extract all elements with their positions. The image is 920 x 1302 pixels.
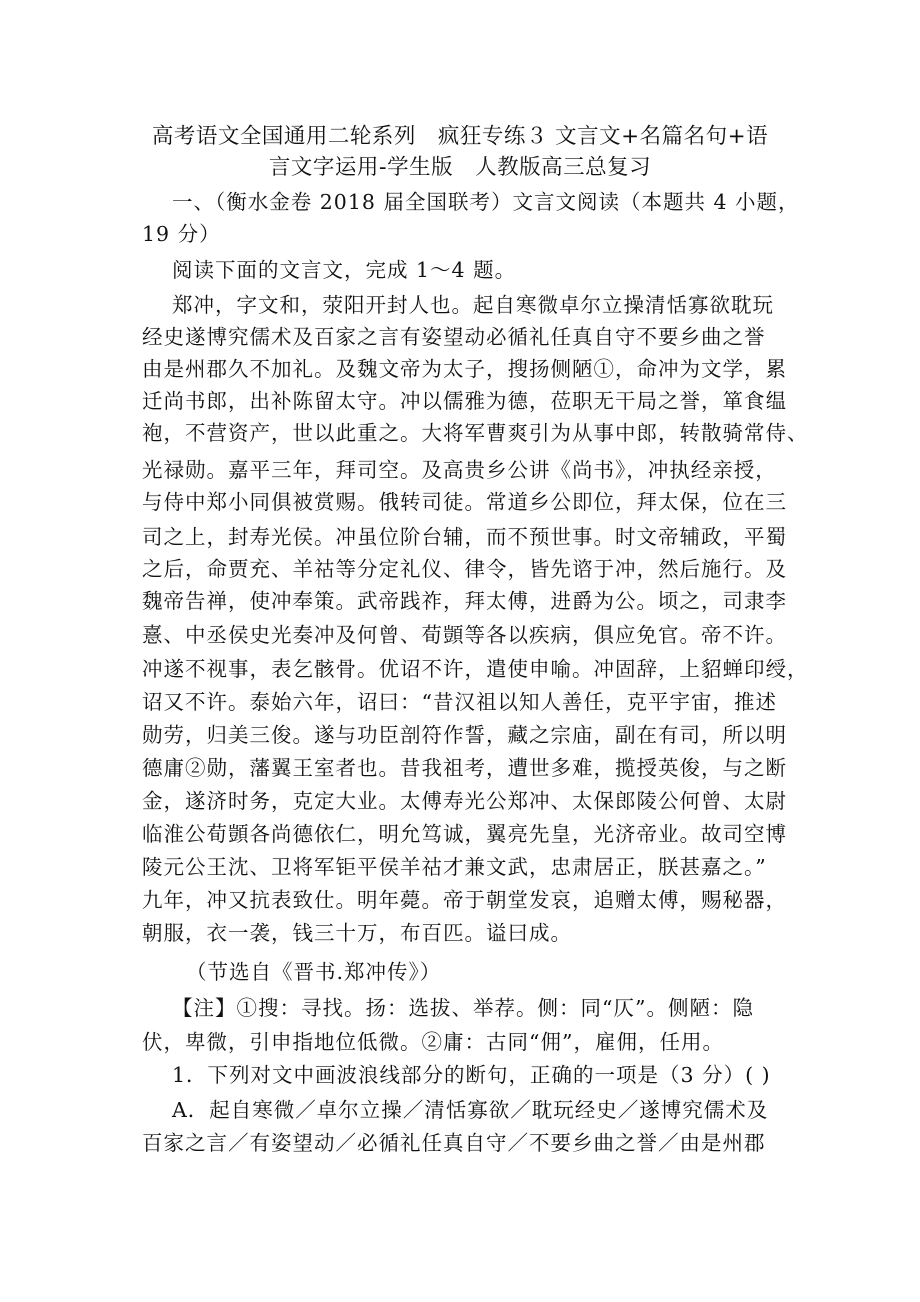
passage-line: 临淮公荀顗各尚德依仁，明允笃诚，翼亮先皇，光济帝业。故司空博 bbox=[142, 822, 787, 846]
passage-line: 经史遂博究儒术及百家之言有姿望动必循礼任真自守不要乡曲之誉 bbox=[142, 325, 766, 349]
passage-line: 诏又不许。泰始六年，诏曰：“昔汉祖以知人善任，克平宇宙，推述 bbox=[142, 690, 777, 714]
option-a: A．起自寒微／卓尔立操／清恬寡欲／耽玩经史／遂博究儒术及 bbox=[172, 1098, 769, 1122]
note-line: 伏，卑微，引申指地位低微。②庸：古同“佣”，雇佣，任用。 bbox=[142, 1030, 724, 1054]
passage-line: 冲遂不视事，表乞骸骨。优诏不许，遣使申喻。冲固辞，上貂蝉印绶， bbox=[142, 657, 809, 681]
passage-line: 迁尚书郎，出补陈留太守。冲以儒雅为德，莅职无干局之誉，箪食缊 bbox=[142, 389, 787, 413]
section-heading: 一、（衡水金卷 2018 届全国联考）文言文阅读（本题共 4 小题， bbox=[172, 190, 800, 214]
question-1: 1．下列对文中画波浪线部分的断句，正确的一项是（3 分）( ) bbox=[172, 1063, 771, 1087]
passage-line: 袍，不营资产，世以此重之。大将军曹爽引为从事中郎，转散骑常侍、 bbox=[142, 421, 809, 445]
section-heading-cont: 19 分） bbox=[142, 222, 221, 246]
passage-line: 金，遂济时务，克定大业。太傅寿光公郑冲、太保郎陵公何曾、太尉 bbox=[142, 789, 787, 813]
note-line: 【注】①搜：寻找。扬：选拔、举荐。侧：同“仄”。侧陋：隐 bbox=[172, 996, 754, 1020]
document-title-line-2: 言文字运用-学生版 人教版高三总复习 bbox=[268, 155, 652, 180]
source-citation: （节选自《晋书.郑冲传》） bbox=[186, 960, 442, 984]
passage-line: 由是州郡久不加礼。及魏文帝为太子，搜扬侧陋①，命冲为文学，累 bbox=[142, 357, 787, 381]
passage-line: 光禄勋。嘉平三年，拜司空。及高贵乡公讲《尚书》，冲执经亲授， bbox=[142, 458, 777, 482]
passage-line: 朝服，衣一袭，钱三十万，布百匹。谥曰成。 bbox=[142, 921, 572, 945]
passage-line: 勋劳，归美三俊。遂与功臣剖符作誓，藏之宗庙，副在有司，所以明 bbox=[142, 723, 787, 747]
passage-line: 魏帝告禅，使冲奉策。武帝践祚，拜太傅，进爵为公。顷之，司隶李 bbox=[142, 589, 787, 613]
passage-line: 与侍中郑小同俱被赏赐。俄转司徒。常道乡公即位，拜太保，位在三 bbox=[142, 490, 787, 514]
passage-line: 陵元公王沈、卫将军钜平侯羊祜才兼文武，忠肃居正，朕甚嘉之。” bbox=[142, 855, 767, 879]
passage-line: 司之上，封寿光侯。冲虽位阶台辅，而不预世事。时文帝辅政，平蜀 bbox=[142, 525, 787, 549]
passage-line: 憙、中丞侯史光奏冲及何曾、荀顗等各以疾病，俱应免官。帝不许。 bbox=[142, 623, 787, 647]
passage-line: 德庸②勋，藩翼王室者也。昔我祖考，遭世多难，揽授英俊，与之断 bbox=[142, 756, 787, 780]
document-title-line-1: 高考语文全国通用二轮系列 疯狂专练３ 文言文+名篇名句+语 bbox=[151, 124, 769, 149]
option-a-cont: 百家之言／有姿望动／必循礼任真自守／不要乡曲之誉／由是州郡 bbox=[142, 1131, 766, 1155]
instruction-line: 阅读下面的文言文，完成 1～4 题。 bbox=[172, 258, 517, 282]
passage-line: 九年，冲又抗表致仕。明年薨。帝于朝堂发哀，追赠太傅，赐秘器， bbox=[142, 888, 787, 912]
passage-line: 郑冲，字文和，荥阳开封人也。起自寒微卓尔立操清恬寡欲耽玩 bbox=[172, 293, 774, 317]
passage-line: 之后，命贾充、羊祜等分定礼仪、律令，皆先谘于冲，然后施行。及 bbox=[142, 557, 787, 581]
